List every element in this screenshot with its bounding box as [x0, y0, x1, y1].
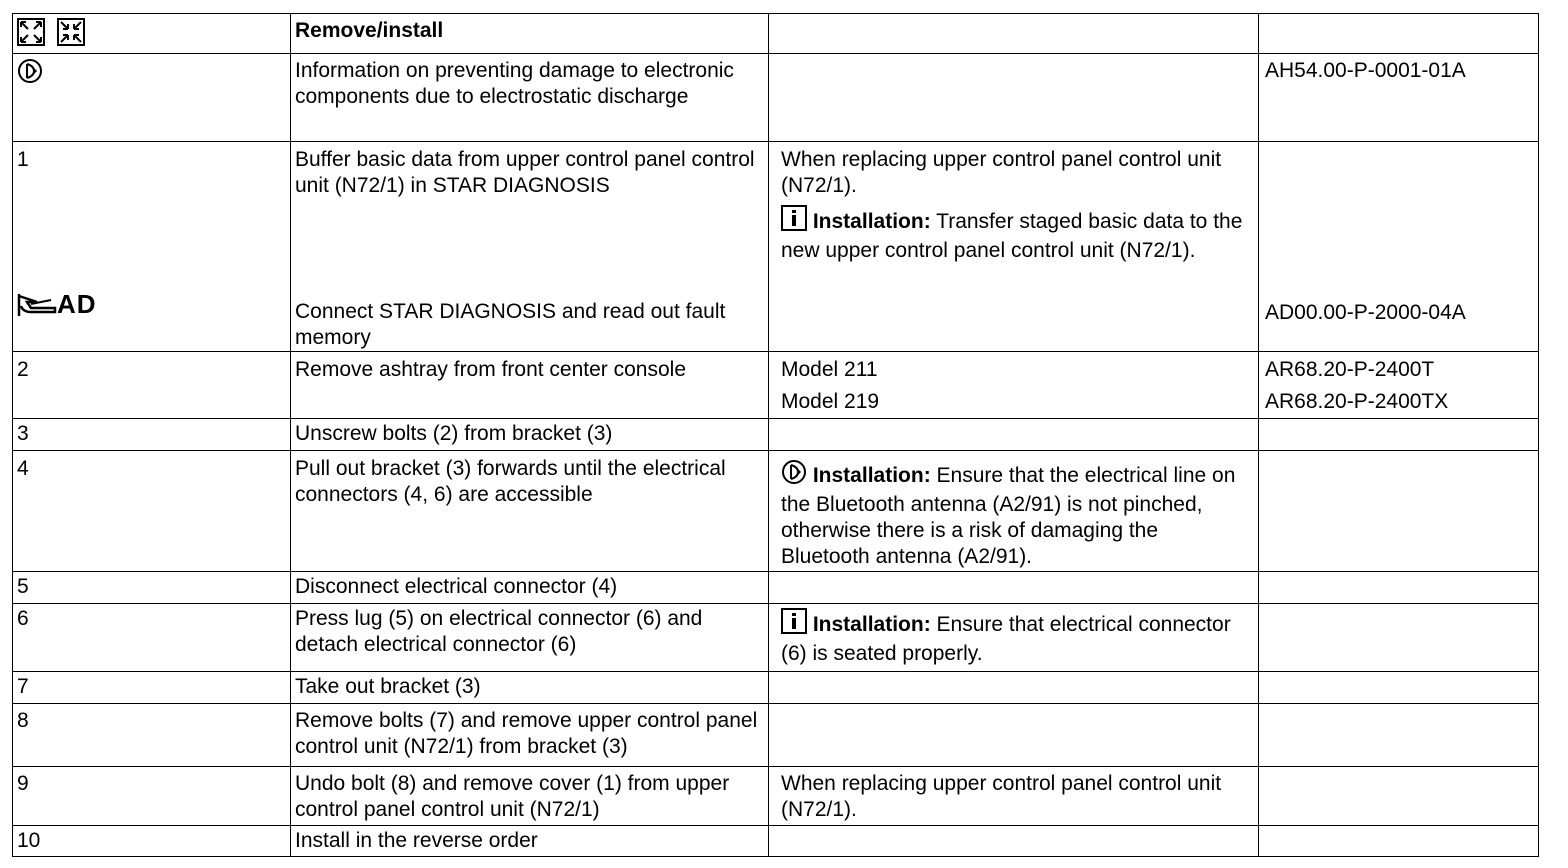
- action-text: Information on preventing damage to electronic components due to electrostatic discharge: [295, 59, 734, 108]
- esd-warning-icon: [17, 58, 43, 91]
- installation-note: Installation: Ensure that electrical connector (6) is seated properly.: [781, 604, 1252, 667]
- step-number: 1: [17, 148, 29, 171]
- action-text: Unscrew bolts (2) from bracket (3): [295, 422, 613, 445]
- header-title: Remove/install: [291, 14, 769, 54]
- table-row: [13, 142, 1539, 352]
- info-icon: [781, 608, 807, 641]
- info-icon: [781, 205, 807, 238]
- installation-note: Installation: Transfer staged basic data to the new upper control panel control unit (N72/1).: [781, 205, 1252, 264]
- step-number: 4: [17, 457, 29, 480]
- step-number: 10: [17, 829, 41, 852]
- model-text: Model 219: [781, 390, 880, 413]
- table-row: [13, 451, 1539, 572]
- esd-warning-icon: [781, 459, 807, 492]
- table-row: [13, 826, 1539, 857]
- document-reference: AR68.20-P-2400T: [1265, 358, 1435, 381]
- action-text: Install in the reverse order: [295, 829, 538, 852]
- remove-icon: [17, 18, 45, 53]
- table-row: [13, 54, 1539, 142]
- action-text: Take out bracket (3): [295, 675, 481, 698]
- step-number: 8: [17, 709, 29, 732]
- document-reference: AR68.20-P-2400TX: [1265, 390, 1449, 413]
- action-text: Remove ashtray from front center console: [295, 358, 687, 381]
- step-number: 2: [17, 358, 29, 381]
- action-text: Undo bolt (8) and remove cover (1) from upper control panel control unit (N72/1): [295, 772, 730, 821]
- procedure-table: [12, 13, 1539, 857]
- header-row: [13, 14, 1539, 54]
- table-row: [13, 419, 1539, 451]
- step-number: 5: [17, 575, 29, 598]
- note-text: When replacing upper control panel control unit (N72/1).: [781, 772, 1222, 821]
- installation-note: Installation: Ensure that the electrical line on the Bluetooth antenna (A2/91) is not pinched, otherwise there is a risk of damaging the Bluetooth antenna (A2/91).: [781, 451, 1252, 570]
- install-icon: [57, 18, 85, 53]
- step-number: 6: [17, 607, 29, 630]
- table-row: [13, 672, 1539, 704]
- action-text: Buffer basic data from upper control panel control unit (N72/1) in STAR DIAGNOSIS: [295, 148, 755, 197]
- note-text: When replacing upper control panel control unit (N72/1).: [781, 148, 1222, 197]
- action-text: Press lug (5) on electrical connector (6) and detach electrical connector (6): [295, 607, 703, 656]
- action-text: Remove bolts (7) and remove upper control panel control unit (N72/1) from bracket (3): [295, 709, 758, 758]
- action-text: Disconnect electrical connector (4): [295, 575, 618, 598]
- document-reference: AD00.00-P-2000-04A: [1265, 301, 1466, 324]
- sub-action-text: Connect STAR DIAGNOSIS and read out fault memory: [295, 300, 726, 349]
- table-row: [13, 352, 1539, 419]
- model-text: Model 211: [781, 358, 878, 381]
- table-row: [13, 604, 1539, 672]
- action-text: Pull out bracket (3) forwards until the electrical connectors (4, 6) are accessible: [295, 457, 726, 506]
- table-row: [13, 572, 1539, 604]
- step-number: 3: [17, 422, 29, 445]
- header-icons-cell: [13, 14, 291, 54]
- table-row: [13, 767, 1539, 826]
- table-row: [13, 704, 1539, 767]
- ad-icon: AD: [17, 291, 284, 322]
- step-number: 9: [17, 772, 29, 795]
- step-number: 7: [17, 675, 29, 698]
- document-reference: AH54.00-P-0001-01A: [1265, 59, 1466, 82]
